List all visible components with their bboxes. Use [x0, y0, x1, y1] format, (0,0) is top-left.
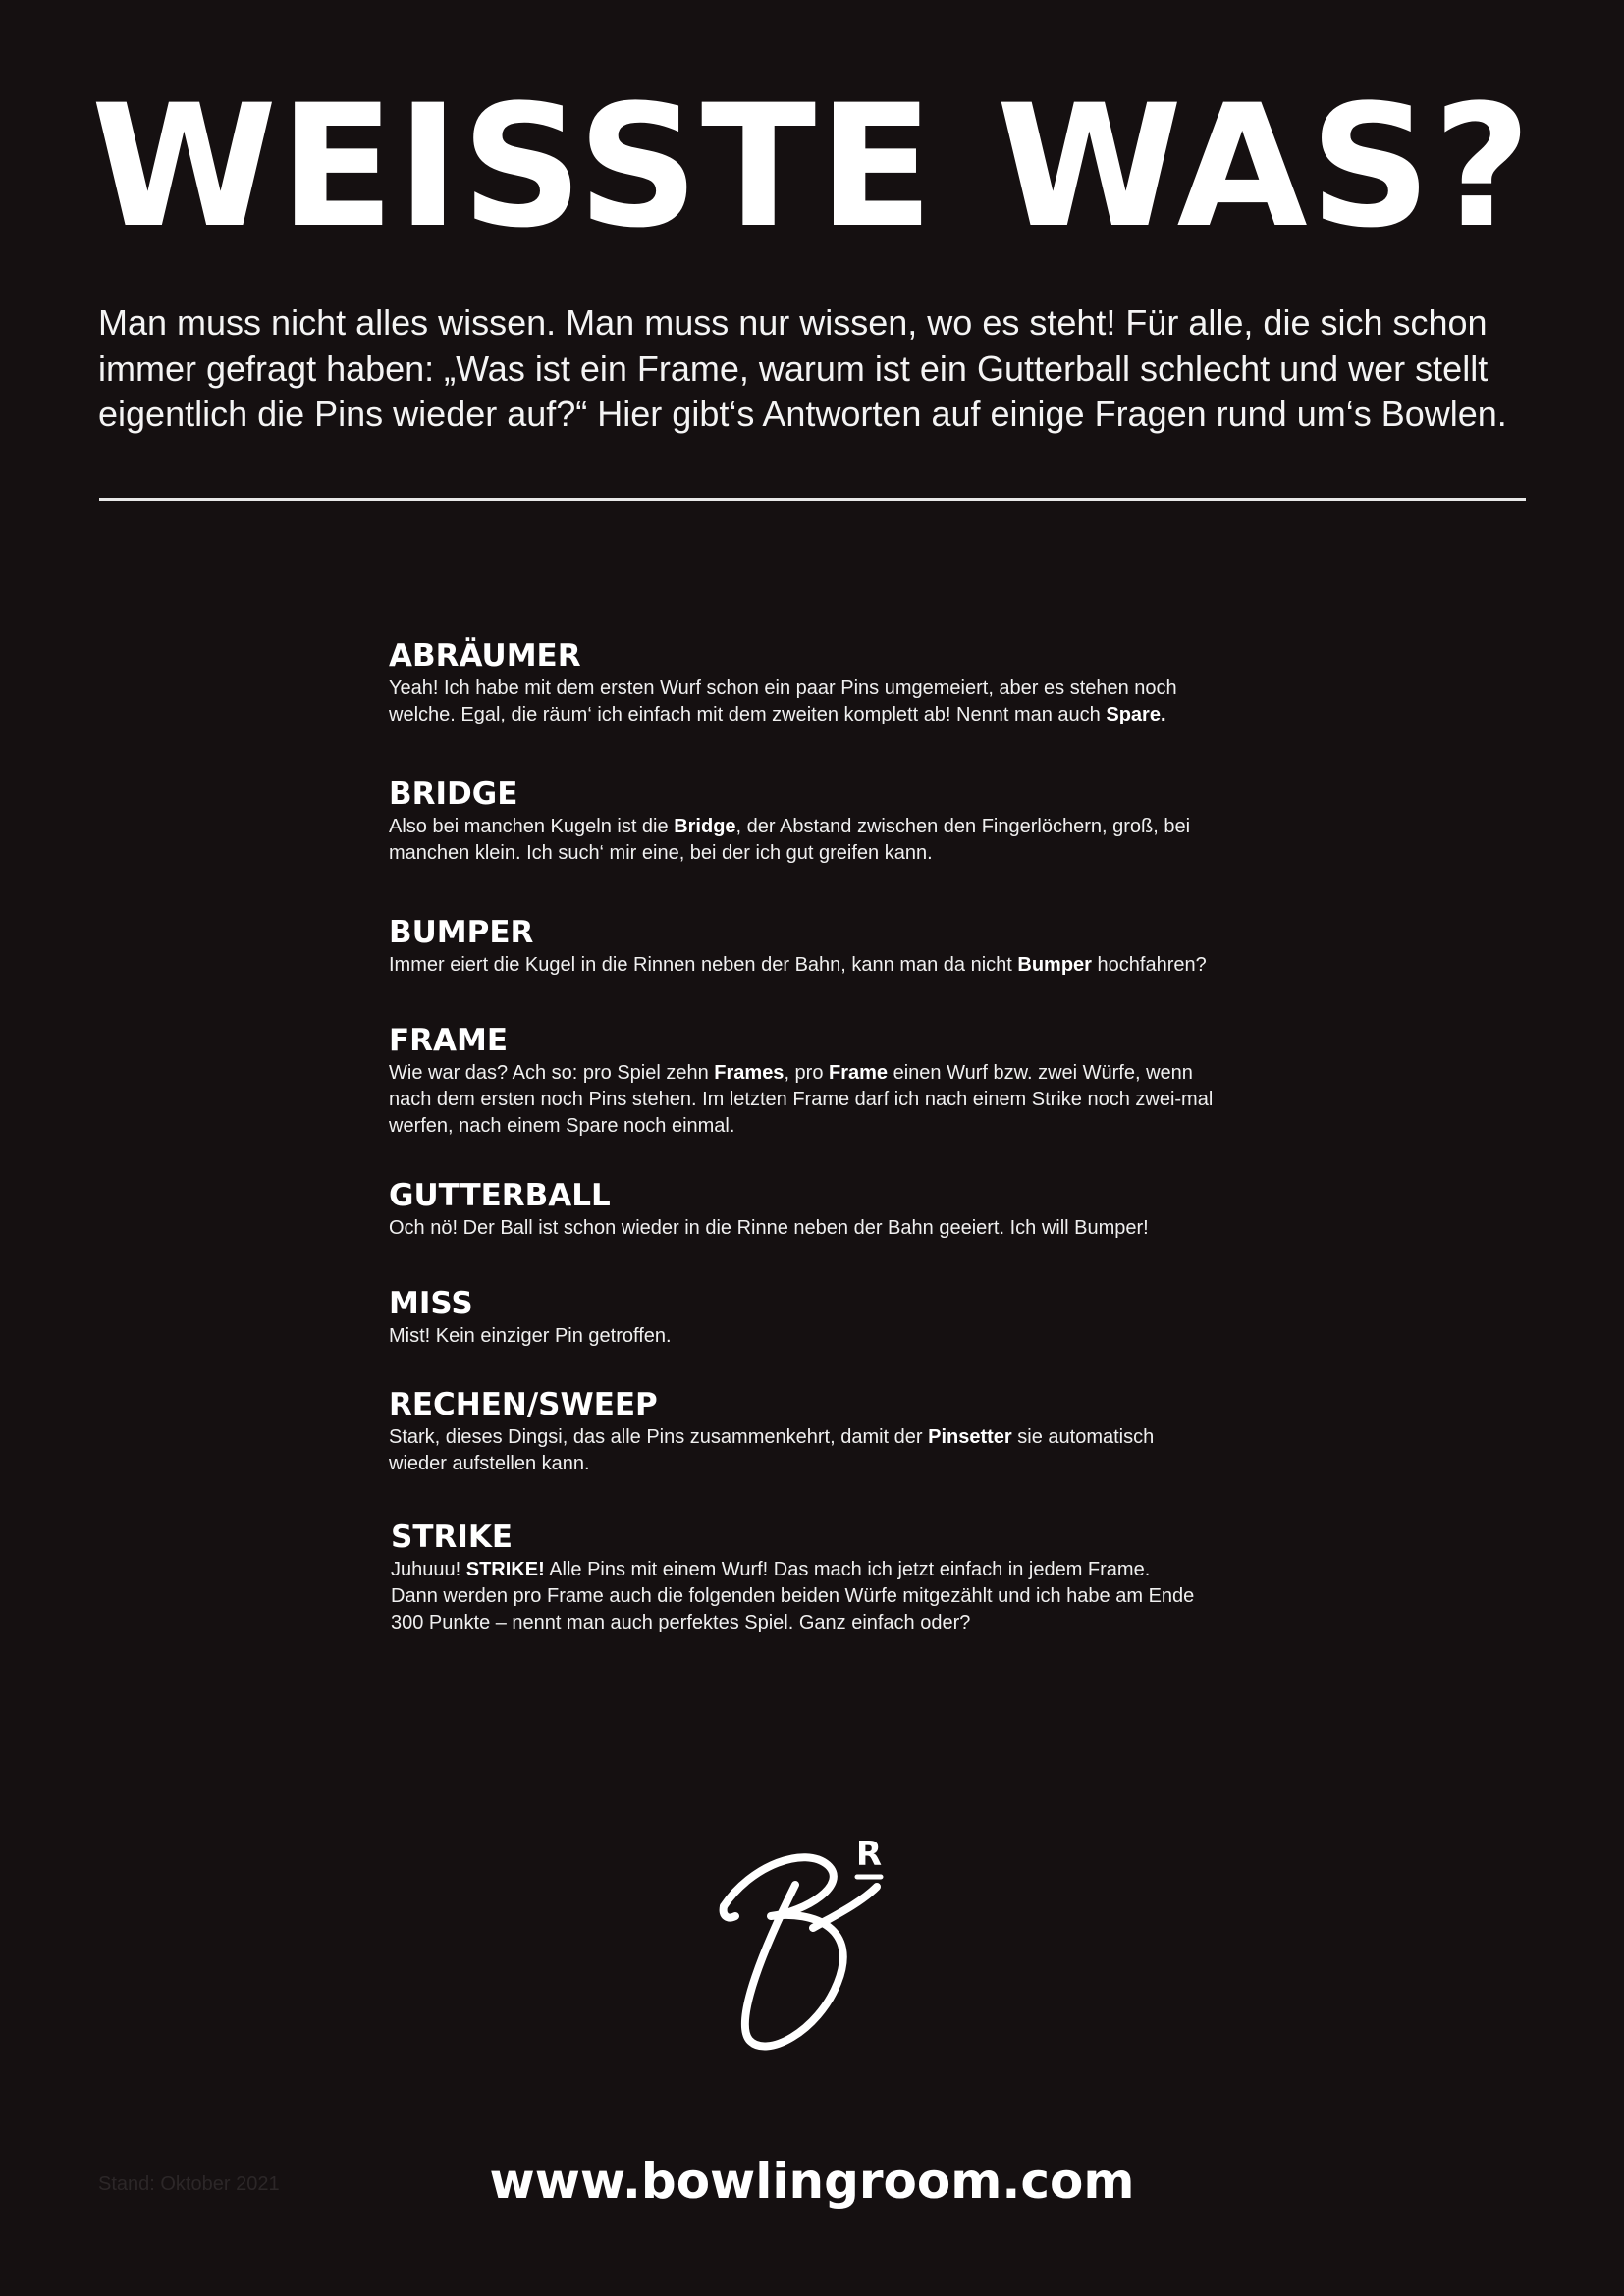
- definition-text: Yeah! Ich habe mit dem ersten Wurf schon ein paar Pins umgemeiert, aber es stehen noch welche. Egal, die räum‘ ich einfach mit dem zweiten komplett ab! Nennt man auch: [389, 677, 1177, 725]
- glossary-entry-strike: [391, 1518, 1196, 1636]
- logo-superscript: R: [855, 1835, 883, 1874]
- glossary-term: BRIDGE: [389, 776, 518, 812]
- glossary-definition: [389, 1424, 1204, 1477]
- glossary-term: GUTTERBALL: [389, 1178, 611, 1213]
- definition-highlight: Pinsetter: [928, 1426, 1012, 1448]
- definition-text: Alle Pins mit einem Wurf! Das mach ich jetzt einfach in jedem Frame. Dann werden pro Frame auch die folgenden beiden Würfe mitgezählt und ich habe am Ende 300 Punkte – nennt man auch perfektes Spiel. Ganz einfach oder?: [391, 1559, 1195, 1633]
- definition-text: Wie war das? Ach so: pro Spiel zehn: [389, 1062, 715, 1084]
- definition-highlight: Bridge: [674, 816, 736, 837]
- definition-text: Also bei manchen Kugeln ist die: [389, 816, 675, 837]
- glossary-definition: [389, 1060, 1233, 1140]
- glossary-entry-abraeumer: [389, 636, 1233, 728]
- glossary-entry-rechen-sweep: [389, 1385, 1204, 1477]
- glossary-definition: [389, 675, 1233, 728]
- website-link[interactable]: www.bowlingroom.com: [489, 2153, 1135, 2210]
- glossary-definition: [389, 1215, 1272, 1242]
- glossary-entry-bumper: [389, 913, 1272, 979]
- glossary-term: BUMPER: [389, 915, 534, 950]
- intro-paragraph: Man muss nicht alles wissen. Man muss nur wissen, wo es steht! Für alle, die sich schon immer gefragt haben: „Was ist ein Frame, warum ist ein Gutterball schlecht und wer stellt eigentlich die Pins wieder auf?“ Hier gibt‘s Antworten auf einige Fragen rund um‘s Bowlen.: [98, 302, 1507, 434]
- definition-text: , der Abstand zwischen den Fingerlöchern, groß, bei manchen klein. Ich such‘ mir eine, bei der ich gut greifen kann.: [389, 816, 1191, 864]
- definition-text: einen Wurf bzw. zwei Würfe, wenn nach dem ersten noch Pins stehen. Im letzten Frame darf ich nach einem Strike noch zwei-mal werfen, nach einem Spare noch einmal.: [389, 1062, 1214, 1137]
- definition-highlight: Bumper: [1017, 954, 1092, 976]
- glossary-entry-miss: [389, 1284, 1272, 1350]
- glossary-term: ABRÄUMER: [389, 638, 581, 673]
- definition-highlight: STRIKE!: [465, 1559, 545, 1580]
- definition-highlight: Frames: [714, 1062, 785, 1084]
- glossary-definition: [389, 952, 1272, 979]
- stand-date: Stand: Oktober 2021: [98, 2173, 280, 2195]
- definition-text: , pro: [784, 1062, 830, 1084]
- definition-text: hochfahren?: [1091, 954, 1207, 976]
- definition-text: sie automatisch wieder aufstellen kann.: [389, 1426, 1155, 1474]
- glossary-definition: [389, 1323, 1272, 1350]
- glossary-term: STRIKE: [391, 1520, 514, 1555]
- glossary-entry-bridge: [389, 774, 1194, 867]
- page-title: WEISSTE WAS?: [90, 68, 1534, 265]
- glossary-term: FRAME: [389, 1023, 509, 1058]
- definition-text: Stark, dieses Dingsi, das alle Pins zusammenkehrt, damit der: [389, 1426, 929, 1448]
- divider-line: [99, 498, 1526, 501]
- definition-text: Juhuuu!: [391, 1559, 466, 1580]
- glossary-term: MISS: [389, 1286, 473, 1321]
- definition-text: Och nö! Der Ball ist schon wieder in die Rinne neben der Bahn geeiert. Ich will Bumper!: [389, 1217, 1149, 1239]
- glossary-entry-frame: [389, 1021, 1233, 1140]
- glossary-term: RECHEN/SWEEP: [389, 1387, 658, 1422]
- glossary-definition: [391, 1557, 1196, 1636]
- definition-text: Mist! Kein einziger Pin getroffen.: [389, 1325, 672, 1347]
- definition-highlight: Spare.: [1106, 704, 1166, 725]
- glossary-definition: [389, 814, 1194, 867]
- bowlingroom-logo: [712, 1826, 918, 2071]
- definition-text: Immer eiert die Kugel in die Rinnen neben der Bahn, kann man da nicht: [389, 954, 1018, 976]
- glossary-entry-gutterball: [389, 1176, 1272, 1242]
- definition-highlight: Frame: [829, 1062, 889, 1084]
